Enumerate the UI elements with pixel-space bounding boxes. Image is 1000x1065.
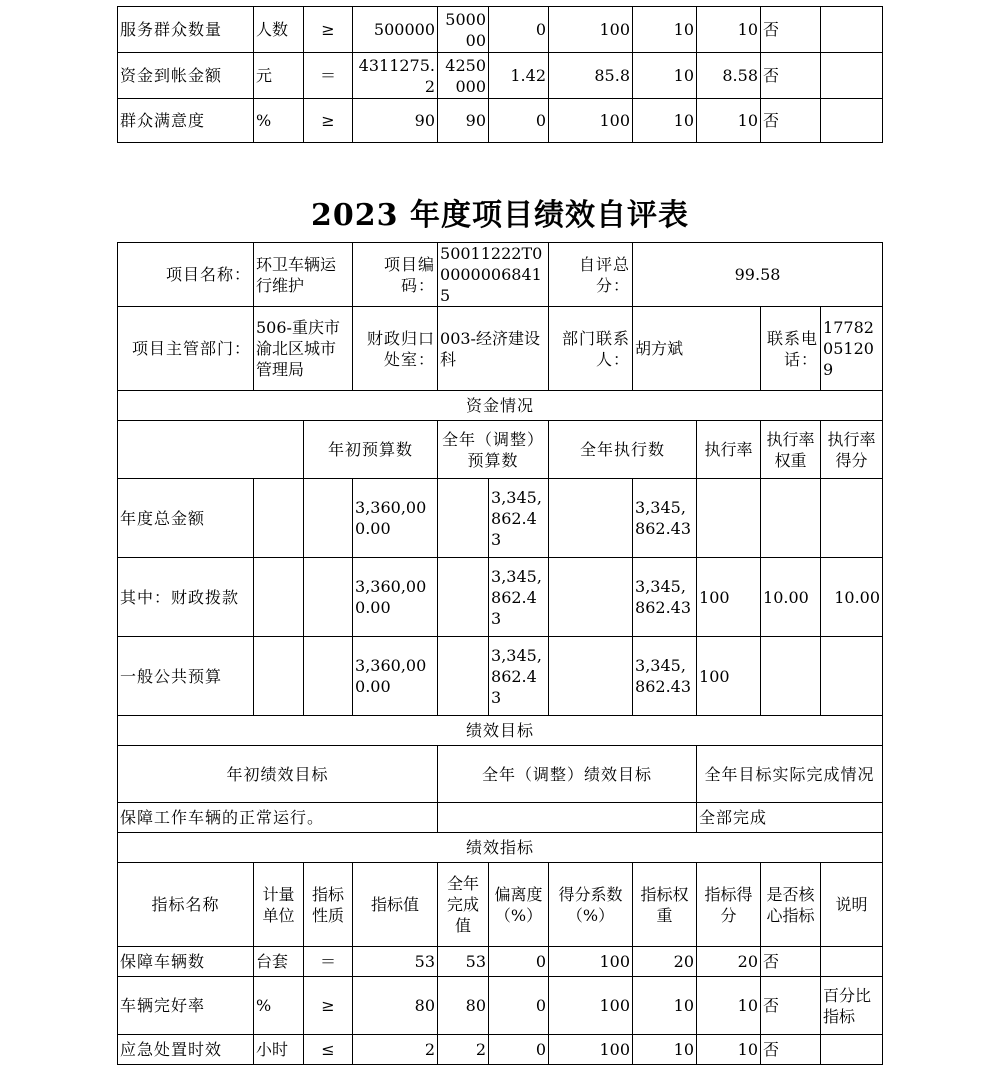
funds-initial: 3,360,000.00 [353,637,438,716]
indicator-core: 否 [761,53,821,99]
indicator-core: 否 [761,1035,821,1065]
blank-cell [438,637,489,716]
indicator-coef: 100 [549,1035,633,1065]
blank-cell [254,637,304,716]
funds-header-executed: 全年执行数 [549,421,697,479]
indicator-score: 10 [697,7,761,53]
indicator-deviation: 0 [489,1035,549,1065]
ind-header-deviation: 偏离度（%） [489,863,549,947]
phone-label: 联系电话： [761,307,821,391]
info-row [118,243,883,307]
indicator-coef: 100 [549,99,633,143]
indicator-nature: ＝ [304,947,353,977]
funds-rate: 100 [697,558,761,637]
indicator-nature: ≥ [304,99,353,143]
indicator-name: 应急处置时效 [118,1035,254,1065]
table-row [118,977,883,1035]
ind-header-core: 是否核心指标 [761,863,821,947]
funds-adjusted: 3,345,862.43 [489,479,549,558]
funds-score: 10.00 [821,558,883,637]
funds-score [821,479,883,558]
funds-header-rate: 执行率 [697,421,761,479]
indicator-table-continued [117,6,883,143]
indicator-core: 否 [761,977,821,1035]
funds-adjusted: 3,345,862.43 [489,558,549,637]
funds-rate [697,479,761,558]
funds-weight [761,479,821,558]
indicator-score: 20 [697,947,761,977]
ind-header-name: 指标名称 [118,863,254,947]
indicator-note [821,1035,883,1065]
indicator-unit: 元 [254,53,304,99]
funds-row-label: 年度总金额 [118,479,254,558]
indicator-target: 4311275.2 [353,53,438,99]
indicator-nature: ≥ [304,977,353,1035]
indicator-coef: 100 [549,7,633,53]
indicator-unit: 人数 [254,7,304,53]
blank-cell [254,479,304,558]
indicator-name: 车辆完好率 [118,977,254,1035]
indicator-note [821,53,883,99]
indicator-score: 10 [697,99,761,143]
dept-label: 项目主管部门： [118,307,254,391]
indicator-core: 否 [761,7,821,53]
ind-header-weight: 指标权重 [633,863,697,947]
goals-header-actual: 全年目标实际完成情况 [697,746,883,803]
project-code-label: 项目编码： [353,243,438,307]
indicator-deviation: 0 [489,977,549,1035]
funds-initial: 3,360,000.00 [353,558,438,637]
project-code: 50011222T000000068415 [438,243,549,307]
ind-header-unit: 计量单位 [254,863,304,947]
blank-cell [304,637,353,716]
funds-header-initial: 年初预算数 [304,421,438,479]
evaluation-table [117,242,883,1065]
goals-header-adjusted: 全年（调整）绩效目标 [438,746,697,803]
contact-label: 部门联系人： [549,307,633,391]
blank-cell [304,479,353,558]
funds-initial: 3,360,000.00 [353,479,438,558]
goals-section-title: 绩效目标 [118,716,883,746]
table-row [118,1035,883,1065]
funds-executed: 3,345,862.43 [633,479,697,558]
indicator-note [821,947,883,977]
blank-cell [254,558,304,637]
dept: 506-重庆市渝北区城市管理局 [254,307,353,391]
indicator-target: 90 [353,99,438,143]
indicator-weight: 10 [633,977,697,1035]
funds-executed: 3,345,862.43 [633,637,697,716]
blank-cell [304,558,353,637]
funds-header-blank [118,421,304,479]
indicator-unit: % [254,99,304,143]
blank-cell [438,558,489,637]
indicator-actual: 80 [438,977,489,1035]
indicator-note [821,7,883,53]
goals-header-row [118,746,883,803]
goal-actual: 全部完成 [697,803,883,833]
indicator-nature: ≥ [304,7,353,53]
ind-header-note: 说明 [821,863,883,947]
goals-header-initial: 年初绩效目标 [118,746,438,803]
indicator-core: 否 [761,947,821,977]
indicator-weight: 20 [633,947,697,977]
funds-row-label: 其中：财政拨款 [118,558,254,637]
indicator-name: 群众满意度 [118,99,254,143]
project-name-label: 项目名称： [118,243,254,307]
indicator-note [821,99,883,143]
indicator-unit: 小时 [254,1035,304,1065]
ind-header-score: 指标得分 [697,863,761,947]
indicator-name: 保障车辆数 [118,947,254,977]
page-title: 2023 年度项目绩效自评表 [311,198,689,233]
indicator-deviation: 0 [489,99,549,143]
indicator-deviation: 0 [489,947,549,977]
finance-label: 财政归口处室： [353,307,438,391]
funds-header-row [118,421,883,479]
indicator-target: 53 [353,947,438,977]
ind-header-target: 指标值 [353,863,438,947]
indicator-coef: 100 [549,977,633,1035]
self-score: 99.58 [633,243,883,307]
phone: 17782051209 [821,307,883,391]
indicator-weight: 10 [633,53,697,99]
indicator-name: 资金到帐金额 [118,53,254,99]
indicator-unit: % [254,977,304,1035]
funds-header-weight: 执行率权重 [761,421,821,479]
section-header [118,716,883,746]
ind-header-nature: 指标性质 [304,863,353,947]
indicators-header-row [118,863,883,947]
funds-executed: 3,345,862.43 [633,558,697,637]
table-row [118,99,883,143]
contact-person: 胡方斌 [633,307,761,391]
blank-cell [549,637,633,716]
goal-initial: 保障工作车辆的正常运行。 [118,803,438,833]
indicator-actual: 4250000 [438,53,489,99]
indicator-target: 500000 [353,7,438,53]
indicator-actual: 500000 [438,7,489,53]
self-score-label: 自评总分： [549,243,633,307]
indicator-target: 80 [353,977,438,1035]
funds-weight: 10.00 [761,558,821,637]
indicator-deviation: 0 [489,7,549,53]
indicator-unit: 台套 [254,947,304,977]
table-row [118,53,883,99]
goals-row [118,803,883,833]
info-row [118,307,883,391]
indicator-actual: 90 [438,99,489,143]
indicator-target: 2 [353,1035,438,1065]
funds-row-label: 一般公共预算 [118,637,254,716]
indicator-coef: 100 [549,947,633,977]
section-header [118,391,883,421]
indicator-score: 8.58 [697,53,761,99]
funds-weight [761,637,821,716]
funds-header-adjusted: 全年（调整）预算数 [438,421,549,479]
ind-header-actual: 全年完成值 [438,863,489,947]
indicator-weight: 10 [633,1035,697,1065]
table-row [118,637,883,716]
indicator-actual: 2 [438,1035,489,1065]
funds-rate: 100 [697,637,761,716]
indicator-actual: 53 [438,947,489,977]
indicator-name: 服务群众数量 [118,7,254,53]
indicator-core: 否 [761,99,821,143]
funds-score [821,637,883,716]
indicator-nature: ≤ [304,1035,353,1065]
indicator-weight: 10 [633,7,697,53]
funds-header-score: 执行率得分 [821,421,883,479]
table-row [118,947,883,977]
finance-office: 003-经济建设科 [438,307,549,391]
ind-header-coef: 得分系数（%） [549,863,633,947]
indicator-coef: 85.8 [549,53,633,99]
funds-section-title: 资金情况 [118,391,883,421]
funds-adjusted: 3,345,862.43 [489,637,549,716]
section-header [118,833,883,863]
indicator-note: 百分比指标 [821,977,883,1035]
table-row [118,479,883,558]
indicators-section-title: 绩效指标 [118,833,883,863]
project-name: 环卫车辆运行维护 [254,243,353,307]
indicator-score: 10 [697,1035,761,1065]
indicator-deviation: 1.42 [489,53,549,99]
table-row [118,7,883,53]
goal-adjusted [438,803,697,833]
blank-cell [438,479,489,558]
blank-cell [549,558,633,637]
indicator-nature: ＝ [304,53,353,99]
blank-cell [549,479,633,558]
table-row [118,558,883,637]
indicator-score: 10 [697,977,761,1035]
indicator-weight: 10 [633,99,697,143]
